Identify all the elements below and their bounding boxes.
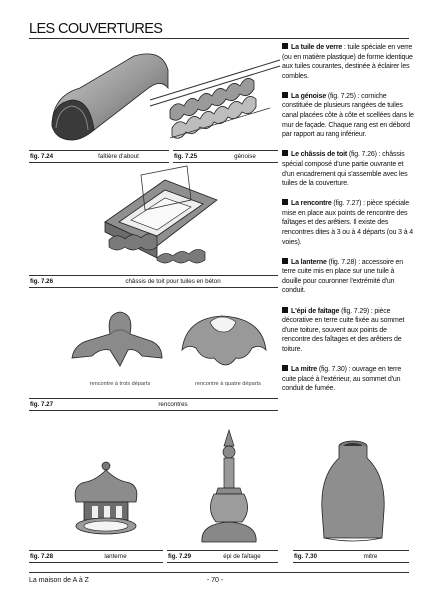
footer-book-title: La maison de A à Z [29, 577, 89, 584]
definitions-column [282, 43, 414, 404]
definition-text: (fig. 7.27) : pièce spéciale mise en place aux points de rencontre des faîtages et des arêtiers. Il existe des rencontres dites à 3 ou à 4 départs (ou 3 à 4 voies). [282, 200, 414, 246]
definition-epi [282, 307, 414, 355]
definition-term: La tuile de verre [291, 44, 343, 51]
figure-caption-7-24 [29, 150, 169, 163]
epi-illustration [196, 430, 266, 545]
figure-number: fig. 7.25 [174, 153, 198, 160]
definition-term: La rencontre [291, 200, 332, 208]
figure-number: fig. 7.30 [294, 553, 318, 560]
definition-rencontre [282, 199, 414, 247]
figure-caption: lanterne [104, 553, 127, 560]
bullet-square-icon [282, 365, 288, 371]
definition-text: (fig. 7.26) : châssis spécial composé d'une partie ouvrante et d'un encadrement qui s'assemble avec les tuiles de la couverture. [282, 151, 408, 188]
figure-number: fig. 7.26 [30, 278, 54, 285]
figure-caption-7-26 [29, 275, 278, 288]
rencontre-trois-illustration [72, 310, 162, 370]
figure-number: fig. 7.29 [168, 553, 192, 560]
definition-term: L'épi de faîtage [291, 307, 340, 315]
footer-rule [29, 572, 409, 573]
definition-lanterne [282, 258, 414, 296]
definition-text: (fig. 7.25) : corniche constituée de plusieurs rangées de tuiles canal placées côte à côte et scellées dans le mur de façade. Chaque rang est en débord par rapport au rang inférieur. [282, 92, 414, 139]
definition-term: La mitre [291, 366, 318, 374]
rencontre-trois-label: rencontre à trois départs [89, 381, 151, 387]
definition-chassis [282, 150, 414, 188]
figure-caption-7-30 [293, 550, 409, 563]
lanterne-illustration [62, 462, 152, 542]
figure-caption-7-27 [29, 398, 278, 411]
figure-caption: génoise [234, 153, 256, 160]
definition-text: (fig. 7.30) : ouvrage en terre cuite placé à l'extérieur, au sommet d'un conduit de fumée. [282, 366, 402, 393]
rencontre-quatre-label: rencontre à quatre départs [195, 381, 261, 387]
figure-caption-7-28 [29, 550, 163, 563]
figure-number: fig. 7.24 [30, 153, 54, 160]
definition-text: (fig. 7.29) : pièce décorative en terre cuite fixée au sommet d'une toiture, souvent aux points de rencontre des faîtages et des arêtiers de toiture. [282, 307, 405, 353]
bullet-square-icon [282, 199, 288, 205]
definition-mitre [282, 365, 414, 394]
definition-term: La génoise [291, 92, 327, 100]
footer-page-number: - 70 - [206, 577, 224, 584]
mitre-illustration [318, 440, 388, 545]
figure-caption: châssis de toit pour tuiles en béton [125, 278, 221, 285]
figure-number: fig. 7.27 [30, 401, 54, 408]
bullet-square-icon [282, 92, 288, 98]
bullet-square-icon [282, 258, 288, 264]
bullet-square-icon [282, 307, 288, 313]
figure-caption: épi de faîtage [223, 553, 261, 560]
figure-caption-7-25 [173, 150, 278, 163]
figure-caption: faîtière d'about [98, 153, 139, 160]
figure-caption-7-29 [167, 550, 278, 563]
figure-number: fig. 7.28 [30, 553, 54, 560]
bullet-square-icon [282, 43, 288, 49]
definition-term: Le châssis de toit [291, 151, 348, 159]
chassis-illustration [95, 170, 225, 270]
figure-caption: rencontres [158, 401, 188, 408]
definition-text: (fig. 7.28) : accessoire en terre cuite mis en place sur une tuile à douille pour couronner l'extrémité d'un conduit. [282, 258, 404, 295]
bullet-square-icon [282, 150, 288, 156]
genoise-illustration [150, 60, 280, 150]
title-rule [29, 38, 409, 39]
definition-term: La lanterne [291, 258, 327, 266]
figure-caption: mitre [363, 553, 378, 560]
rencontre-quatre-illustration [180, 314, 270, 376]
page-title: LES COUVERTURES [29, 21, 163, 37]
definition-genoise [282, 92, 414, 140]
definition-text: : tuile spéciale en verre (ou en matière plastique) de forme identique aux tuiles courantes, destinée à éclairer les combles. [282, 44, 413, 80]
definition-tuile-de-verre [282, 43, 414, 81]
